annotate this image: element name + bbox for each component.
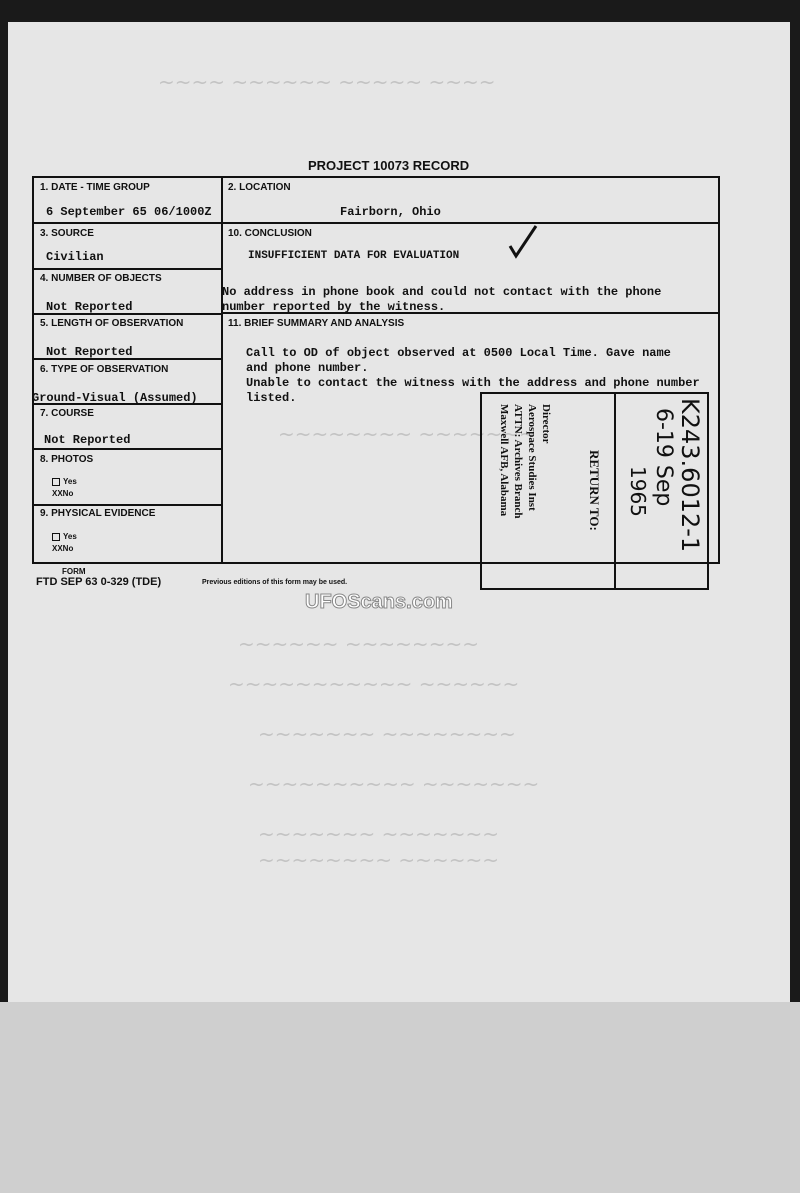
physical-evidence-no-mark: XX [52, 544, 63, 553]
number-of-objects-value: Not Reported [46, 300, 133, 314]
handwritten-date-line2: 1965 [626, 466, 650, 517]
return-to-line1: Director [540, 404, 552, 444]
photos-label: 8. PHOTOS [40, 454, 94, 465]
summary-line1: Call to OD of object observed at 0500 Local Time. Gave name [246, 346, 671, 360]
date-time-group-label: 1. DATE - TIME GROUP [40, 182, 150, 193]
physical-evidence-yes-option: Yes [52, 532, 77, 541]
date-time-group-value: 6 September 65 06/1000Z [46, 205, 212, 219]
source-label: 3. SOURCE [40, 228, 94, 239]
number-of-objects-label: 4. NUMBER OF OBJECTS [40, 273, 162, 284]
source-value: Civilian [46, 250, 104, 264]
handwritten-date-line1: 6-19 Sep [651, 408, 676, 507]
return-to-line4: Maxwell AFB, Alabama [498, 404, 510, 517]
footer-note: Previous editions of this form may be used. [202, 579, 348, 586]
background-page [0, 1002, 800, 1193]
location-label: 2. LOCATION [228, 182, 291, 193]
physical-evidence-no-option: XXNo [52, 544, 74, 553]
return-to-line3: ATTN: Archives Branch [512, 404, 524, 519]
return-to-line2: Aerospace Studies Inst [526, 404, 538, 511]
conclusion-value: INSUFFICIENT DATA FOR EVALUATION [248, 250, 460, 262]
summary-label: 11. BRIEF SUMMARY AND ANALYSIS [228, 318, 405, 329]
document-sheet: ~~~~ ~~~~~~ ~~~~~ ~~~~ ~~~~~~~~ ~~~~~~~ ~~~~~~ ~~~~~~~~ ~~~~~~~~~~~ ~~~~~~ ~~~~~~~ ~~~~~~~~ ~~~~~~~~~~ ~~~~~~~ ~~~~~~~ ~~~~~~~ ~~~~~~~~ ~~~~~~ [8, 22, 790, 1002]
course-label: 7. COURSE [40, 408, 94, 419]
course-value: Not Reported [44, 433, 131, 447]
summary-line2: and phone number. [246, 361, 369, 375]
watermark: UFOScans.com [305, 591, 453, 613]
summary-line4: listed. [246, 391, 297, 405]
type-of-observation-label: 6. TYPE OF OBSERVATION [40, 364, 169, 375]
checkbox-icon [52, 478, 60, 486]
checkmark-icon [508, 224, 538, 260]
handwritten-ref-number: K243.6012-1 [676, 398, 704, 553]
return-to-heading: RETURN TO: [587, 450, 602, 531]
conclusion-note-line2: number reported by the witness. [222, 300, 446, 314]
footer-form-word: FORM [62, 567, 86, 576]
photos-yes-option: Yes [52, 477, 77, 486]
physical-evidence-label: 9. PHYSICAL EVIDENCE [40, 508, 156, 519]
length-of-observation-label: 5. LENGTH OF OBSERVATION [40, 318, 184, 329]
length-of-observation-value: Not Reported [46, 345, 133, 359]
type-of-observation-value: Ground-Visual (Assumed) [32, 391, 198, 405]
photos-no-mark: XX [52, 489, 63, 498]
form-title: PROJECT 10073 RECORD [308, 158, 470, 173]
footer-form-number: FTD SEP 63 0-329 (TDE) [36, 576, 162, 588]
checkbox-icon [52, 533, 60, 541]
photos-no-option: XXNo [52, 489, 74, 498]
location-value: Fairborn, Ohio [340, 205, 441, 219]
conclusion-label: 10. CONCLUSION [228, 228, 312, 239]
summary-line3: Unable to contact the witness with the address and phone number [246, 376, 700, 390]
conclusion-note-line1: No address in phone book and could not contact with the phone [222, 285, 662, 299]
